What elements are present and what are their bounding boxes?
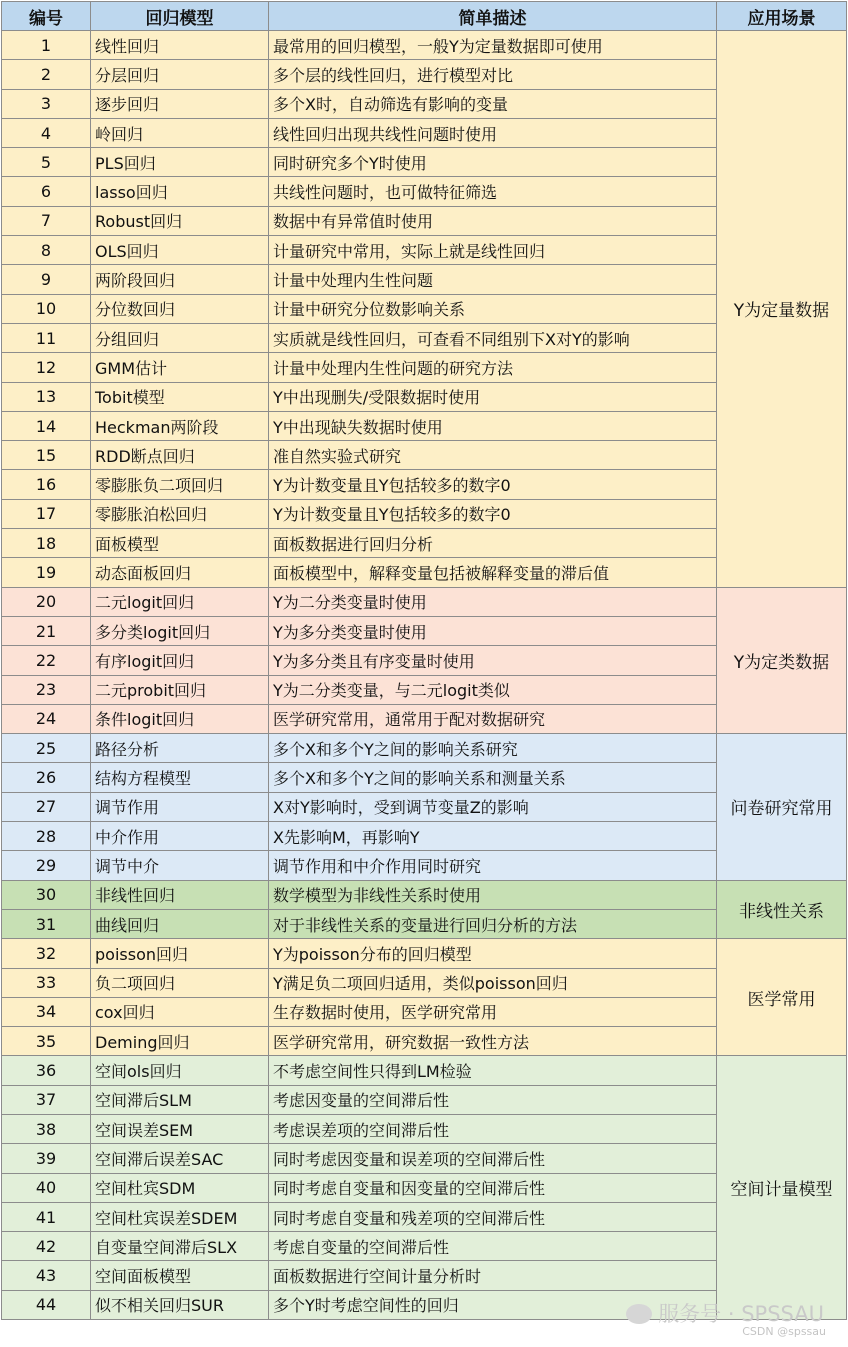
- row-number: 1: [2, 31, 91, 60]
- model-name: 中介作用: [91, 822, 269, 851]
- model-description: Y为二分类变量，与二元logit类似: [269, 675, 717, 704]
- row-number: 3: [2, 89, 91, 118]
- model-description: 不考虑空间性只得到LM检验: [269, 1056, 717, 1085]
- row-number: 36: [2, 1056, 91, 1085]
- model-description: 医学研究常用，通常用于配对数据研究: [269, 704, 717, 733]
- model-name: 空间误差SEM: [91, 1114, 269, 1143]
- header-row: [2, 2, 847, 31]
- model-description: Y满足负二项回归适用，类似poisson回归: [269, 968, 717, 997]
- row-number: 31: [2, 909, 91, 938]
- row-number: 44: [2, 1290, 91, 1319]
- row-number: 8: [2, 236, 91, 265]
- row-number: 38: [2, 1114, 91, 1143]
- model-description: 准自然实验式研究: [269, 441, 717, 470]
- row-number: 34: [2, 997, 91, 1026]
- model-description: 考虑因变量的空间滞后性: [269, 1085, 717, 1114]
- model-description: 面板数据进行回归分析: [269, 529, 717, 558]
- header-model: 回归模型: [91, 2, 269, 31]
- row-number: 26: [2, 763, 91, 792]
- model-description: 调节作用和中介作用同时研究: [269, 851, 717, 880]
- model-description: 同时考虑因变量和误差项的空间滞后性: [269, 1144, 717, 1173]
- model-name: 零膨胀负二项回归: [91, 470, 269, 499]
- model-name: 结构方程模型: [91, 763, 269, 792]
- table-row: [2, 734, 847, 763]
- model-name: Tobit模型: [91, 382, 269, 411]
- model-description: 计量中处理内生性问题的研究方法: [269, 353, 717, 382]
- row-number: 23: [2, 675, 91, 704]
- model-name: 非线性回归: [91, 880, 269, 909]
- model-description: 实质就是线性回归，可查看不同组别下X对Y的影响: [269, 323, 717, 352]
- row-number: 29: [2, 851, 91, 880]
- row-number: 7: [2, 206, 91, 235]
- model-name: 调节作用: [91, 792, 269, 821]
- row-number: 9: [2, 265, 91, 294]
- table-row: [2, 939, 847, 968]
- row-number: 35: [2, 1027, 91, 1056]
- row-number: 5: [2, 148, 91, 177]
- table-row: [2, 880, 847, 909]
- model-name: 多分类logit回归: [91, 616, 269, 645]
- model-name: Robust回归: [91, 206, 269, 235]
- model-name: 似不相关回归SUR: [91, 1290, 269, 1319]
- model-description: Y为二分类变量时使用: [269, 587, 717, 616]
- model-description: 多个X和多个Y之间的影响关系研究: [269, 734, 717, 763]
- model-description: 最常用的回归模型，一般Y为定量数据即可使用: [269, 31, 717, 60]
- model-description: Y为多分类且有序变量时使用: [269, 646, 717, 675]
- table-row: [2, 1056, 847, 1085]
- row-number: 40: [2, 1173, 91, 1202]
- model-name: Heckman两阶段: [91, 411, 269, 440]
- model-description: Y中出现删失/受限数据时使用: [269, 382, 717, 411]
- model-name: 负二项回归: [91, 968, 269, 997]
- row-number: 6: [2, 177, 91, 206]
- model-description: Y为poisson分布的回归模型: [269, 939, 717, 968]
- model-description: 多个Y时考虑空间性的回归: [269, 1290, 717, 1319]
- row-number: 42: [2, 1232, 91, 1261]
- model-name: cox回归: [91, 997, 269, 1026]
- model-description: 线性回归出现共线性问题时使用: [269, 118, 717, 147]
- row-number: 21: [2, 616, 91, 645]
- model-description: 数学模型为非线性关系时使用: [269, 880, 717, 909]
- model-name: 空间杜宾SDM: [91, 1173, 269, 1202]
- model-name: lasso回归: [91, 177, 269, 206]
- model-name: 空间杜宾误差SDEM: [91, 1202, 269, 1231]
- model-name: 分组回归: [91, 323, 269, 352]
- model-description: 生存数据时使用，医学研究常用: [269, 997, 717, 1026]
- row-number: 19: [2, 558, 91, 587]
- model-name: 空间滞后SLM: [91, 1085, 269, 1114]
- scene-cell: 问卷研究常用: [717, 734, 847, 880]
- model-description: 同时考虑自变量和因变量的空间滞后性: [269, 1173, 717, 1202]
- watermark-text: 服务号 · SPSSAU: [658, 1302, 824, 1326]
- model-description: X先影响M，再影响Y: [269, 822, 717, 851]
- table-row: [2, 31, 847, 60]
- model-description: 面板模型中，解释变量包括被解释变量的滞后值: [269, 558, 717, 587]
- row-number: 39: [2, 1144, 91, 1173]
- model-description: 计量中研究分位数影响关系: [269, 294, 717, 323]
- regression-model-table: [1, 1, 847, 1320]
- model-name: poisson回归: [91, 939, 269, 968]
- model-description: 同时考虑自变量和残差项的空间滞后性: [269, 1202, 717, 1231]
- csdn-credit: CSDN @spssau: [742, 1325, 826, 1338]
- model-name: PLS回归: [91, 148, 269, 177]
- row-number: 37: [2, 1085, 91, 1114]
- row-number: 30: [2, 880, 91, 909]
- header-scene: 应用场景: [717, 2, 847, 31]
- row-number: 18: [2, 529, 91, 558]
- model-description: 同时研究多个Y时使用: [269, 148, 717, 177]
- model-name: 条件logit回归: [91, 704, 269, 733]
- scene-cell: Y为定量数据: [717, 31, 847, 588]
- scene-cell: 非线性关系: [717, 880, 847, 939]
- model-description: 数据中有异常值时使用: [269, 206, 717, 235]
- model-name: 分位数回归: [91, 294, 269, 323]
- model-description: 考虑自变量的空间滞后性: [269, 1232, 717, 1261]
- row-number: 22: [2, 646, 91, 675]
- model-name: 空间滞后误差SAC: [91, 1144, 269, 1173]
- row-number: 24: [2, 704, 91, 733]
- model-name: 零膨胀泊松回归: [91, 499, 269, 528]
- model-name: 动态面板回归: [91, 558, 269, 587]
- model-name: 空间面板模型: [91, 1261, 269, 1290]
- header-description: 简单描述: [269, 2, 717, 31]
- model-name: GMM估计: [91, 353, 269, 382]
- wechat-icon: [626, 1304, 652, 1324]
- row-number: 25: [2, 734, 91, 763]
- model-name: 两阶段回归: [91, 265, 269, 294]
- row-number: 4: [2, 118, 91, 147]
- model-description: 对于非线性关系的变量进行回归分析的方法: [269, 909, 717, 938]
- watermark: [626, 1298, 824, 1328]
- model-name: 岭回归: [91, 118, 269, 147]
- model-description: 多个层的线性回归，进行模型对比: [269, 60, 717, 89]
- row-number: 33: [2, 968, 91, 997]
- model-description: 共线性问题时，也可做特征筛选: [269, 177, 717, 206]
- model-description: X对Y影响时，受到调节变量Z的影响: [269, 792, 717, 821]
- row-number: 10: [2, 294, 91, 323]
- scene-cell: 医学常用: [717, 939, 847, 1056]
- model-name: Deming回归: [91, 1027, 269, 1056]
- model-description: 多个X时，自动筛选有影响的变量: [269, 89, 717, 118]
- table-body: [2, 31, 847, 1320]
- model-name: 有序logit回归: [91, 646, 269, 675]
- model-name: 二元probit回归: [91, 675, 269, 704]
- model-name: 空间ols回归: [91, 1056, 269, 1085]
- model-name: 分层回归: [91, 60, 269, 89]
- model-name: 二元logit回归: [91, 587, 269, 616]
- model-description: Y为计数变量且Y包括较多的数字0: [269, 470, 717, 499]
- row-number: 12: [2, 353, 91, 382]
- row-number: 27: [2, 792, 91, 821]
- scene-cell: 空间计量模型: [717, 1056, 847, 1320]
- row-number: 15: [2, 441, 91, 470]
- model-name: 线性回归: [91, 31, 269, 60]
- row-number: 17: [2, 499, 91, 528]
- row-number: 41: [2, 1202, 91, 1231]
- model-description: Y为计数变量且Y包括较多的数字0: [269, 499, 717, 528]
- model-description: 计量中处理内生性问题: [269, 265, 717, 294]
- model-description: Y为多分类变量时使用: [269, 616, 717, 645]
- model-name: 曲线回归: [91, 909, 269, 938]
- row-number: 16: [2, 470, 91, 499]
- header-number: 编号: [2, 2, 91, 31]
- model-name: 面板模型: [91, 529, 269, 558]
- scene-cell: Y为定类数据: [717, 587, 847, 733]
- model-name: 调节中介: [91, 851, 269, 880]
- model-name: 路径分析: [91, 734, 269, 763]
- row-number: 14: [2, 411, 91, 440]
- model-description: 多个X和多个Y之间的影响关系和测量关系: [269, 763, 717, 792]
- model-description: Y中出现缺失数据时使用: [269, 411, 717, 440]
- row-number: 2: [2, 60, 91, 89]
- row-number: 20: [2, 587, 91, 616]
- model-name: OLS回归: [91, 236, 269, 265]
- row-number: 32: [2, 939, 91, 968]
- row-number: 43: [2, 1261, 91, 1290]
- model-name: 逐步回归: [91, 89, 269, 118]
- model-name: 自变量空间滞后SLX: [91, 1232, 269, 1261]
- model-description: 医学研究常用，研究数据一致性方法: [269, 1027, 717, 1056]
- row-number: 28: [2, 822, 91, 851]
- table-row: [2, 587, 847, 616]
- row-number: 13: [2, 382, 91, 411]
- model-description: 面板数据进行空间计量分析时: [269, 1261, 717, 1290]
- row-number: 11: [2, 323, 91, 352]
- model-description: 计量研究中常用，实际上就是线性回归: [269, 236, 717, 265]
- model-name: RDD断点回归: [91, 441, 269, 470]
- model-description: 考虑误差项的空间滞后性: [269, 1114, 717, 1143]
